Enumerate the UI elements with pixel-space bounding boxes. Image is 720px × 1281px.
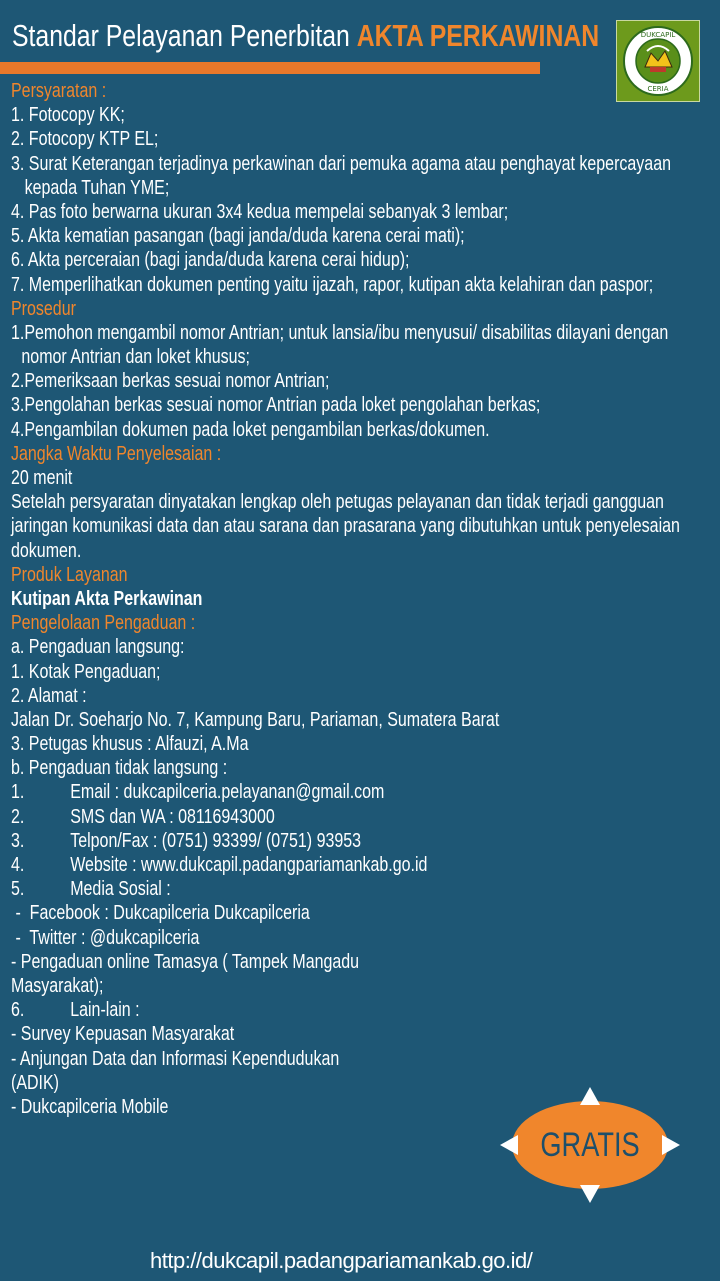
list-item: 3.Pengolahan berkas sesuai nomor Antrian pada loket pengolahan berkas; (11, 394, 541, 417)
jangka-waktu-heading: Jangka Waktu Penyelesaian : (11, 442, 222, 465)
persyaratan-list (11, 103, 711, 297)
pengaduan-heading: Pengelolaan Pengaduan : (11, 612, 196, 635)
duration-note-line: jaringan komunikasi data dan atau sarana dan prasarana yang dibutuhkan untuk penyelesaian (11, 515, 680, 538)
list-item: 4. Pas foto berwarna ukuran 3x4 kedua mempelai sebanyak 3 lembar; (11, 200, 509, 223)
list-item: 2. Fotocopy KTP EL; (11, 128, 159, 151)
contact-phone: 3. Telpon/Fax : (0751) 93399/ (0751) 93953 (11, 829, 362, 852)
list-item: 7. Memperlihatkan dokumen penting yaitu ijazah, rapor, kutipan akta kelahiran dan paspor; (11, 273, 654, 296)
list-item: 3. Surat Keterangan terjadinya perkawinan dari pemuka agama atau penghayat kepercayaan (11, 152, 671, 175)
list-item: - Anjungan Data dan Informasi Kependudukan (11, 1047, 340, 1070)
title-accent: AKTA PERKAWINAN (356, 18, 600, 53)
duration-value: 20 menit (11, 467, 73, 489)
duration-note-line: dokumen. (11, 539, 82, 562)
list-item: 3. Petugas khusus : Alfauzi, A.Ma (11, 733, 249, 756)
page-title (12, 16, 720, 56)
contact-website: 4. Website : www.dukcapil.padangpariamankab.go.id (11, 854, 428, 876)
duration-note-line: Setelah persyaratan dinyatakan lengkap oleh petugas pelayanan dan tidak terjadi gangguan (11, 491, 664, 514)
social-tamasya: - Pengaduan online Tamasya ( Tampek Mangadu (11, 950, 360, 973)
list-item: 4.Pengambilan dokumen pada loket pengambilan berkas/dokumen. (11, 418, 490, 441)
list-item: 1.Pemohon mengambil nomor Antrian; untuk lansia/ibu menyusui/ disabilitas dilayani dengan (11, 321, 669, 344)
gratis-label: GRATIS (540, 1126, 640, 1164)
title-underline-bar (0, 62, 540, 74)
list-item: - Survey Kepuasan Masyarakat (11, 1023, 235, 1046)
list-item: 5. Akta kematian pasangan (bagi janda/duda karena cerai mati); (11, 225, 465, 248)
contact-social: 5. Media Sosial : (11, 878, 171, 901)
social-tamasya-cont: Masyarakat); (11, 974, 104, 997)
prosedur-list (11, 321, 711, 442)
svg-text:CERIA: CERIA (647, 85, 669, 93)
list-item: kepada Tuhan YME; (24, 176, 170, 199)
produk-heading: Produk Layanan (11, 563, 128, 586)
title-plain: Standar Pelayanan Penerbitan (12, 18, 357, 53)
list-item: - Dukcapilceria Mobile (11, 1095, 169, 1118)
pengaduan-tidak-langsung-label: b. Pengaduan tidak langsung : (11, 757, 228, 780)
prosedur-heading: Prosedur (11, 297, 76, 320)
list-item: (ADIK) (11, 1071, 59, 1094)
list-item: 2.Pemeriksaan berkas sesuai nomor Antrian; (11, 370, 330, 393)
service-standard-content (11, 79, 711, 1119)
pengaduan-langsung-label: a. Pengaduan langsung: (11, 636, 185, 659)
produk-value: Kutipan Akta Perkawinan (11, 587, 203, 610)
list-item: nomor Antrian dan loket khusus; (21, 346, 250, 369)
address-text: Jalan Dr. Soeharjo No. 7, Kampung Baru, Pariaman, Sumatera Barat (11, 708, 500, 731)
contact-other: 6. Lain-lain : (11, 999, 140, 1022)
list-item: 1. Fotocopy KK; (11, 104, 125, 127)
svg-text:DUKCAPIL: DUKCAPIL (640, 31, 676, 39)
gratis-badge (500, 1085, 680, 1205)
contact-email: 1. Email : dukcapilceria.pelayanan@gmail.com (11, 781, 385, 804)
persyaratan-heading: Persyaratan : (11, 80, 107, 102)
list-item: 2. Alamat : (11, 684, 87, 707)
social-twitter: - Twitter : @dukcapilceria (11, 926, 200, 949)
footer-url[interactable]: http://dukcapil.padangpariamankab.go.id/ (150, 1248, 533, 1273)
contact-sms: 2. SMS dan WA : 08116943000 (11, 805, 275, 828)
social-facebook: - Facebook : Dukcapilceria Dukcapilceria (11, 902, 310, 925)
list-item: 1. Kotak Pengaduan; (11, 660, 161, 683)
list-item: 6. Akta perceraian (bagi janda/duda karena cerai hidup); (11, 249, 410, 272)
